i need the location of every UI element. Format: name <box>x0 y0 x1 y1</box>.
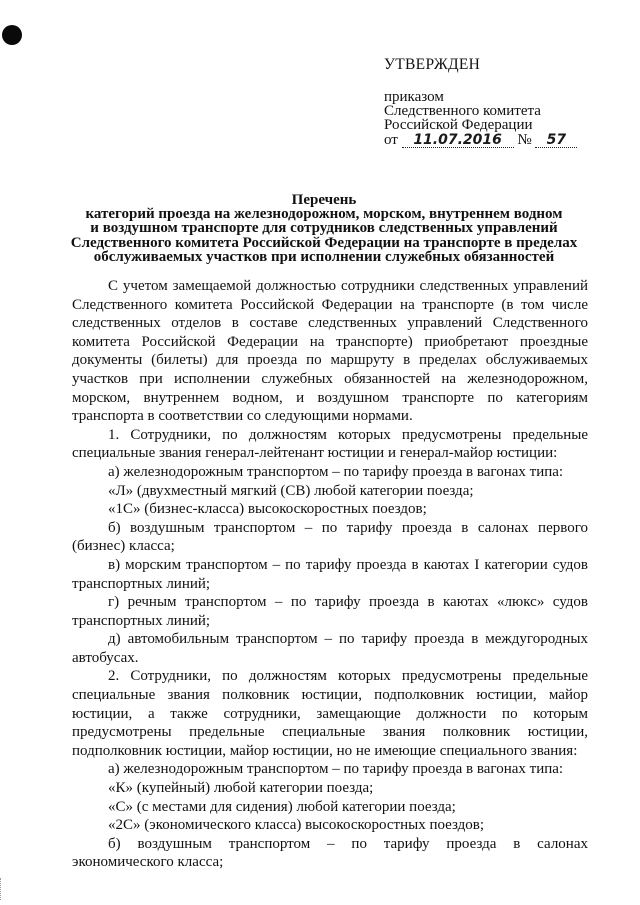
body-paragraph: 2. Сотрудники, по должностям которых предусмотрены предельные специальные звания полковник юстиции, подполковник юстиции, майор юстиции, а также сотрудники, замещающие должности по которым предусмотрены предельные специальные звания полковник юстиции, подполковник юстиции, майор юстиции, но не имеющие специального звания: <box>72 668 588 759</box>
body-paragraph: С учетом замещаемой должностью сотрудники следственных управлений Следственного комитета Российской Федерации на транспорте (в том числе следственных отделов в составе следственных управлений Следственного комитета Российской Федерации на транспорте) приобретают проездные документы (билеты) для проезда по маршруту в пределах обслуживаемых участков при исполнении служебных обязанностей на железнодорожном, морском, внутреннем водном, и воздушном транспорте по категориям транспорта в соответствии со следующими нормами. <box>72 278 588 425</box>
punch-hole-mark <box>2 25 22 45</box>
title-heading: Перечень <box>291 192 357 208</box>
body-paragraph: б) воздушным транспортом – по тарифу проезда в салонах экономического класса; <box>72 835 588 871</box>
approval-title: УТВЕРЖДЕН <box>384 56 481 73</box>
body-paragraph: б) воздушным транспортом – по тарифу проезда в салонах первого (бизнес) класса; <box>72 519 588 555</box>
body-paragraph: «1С» (бизнес-класса) высокоскоростных поездов; <box>108 501 427 518</box>
title-line: и воздушном транспорте для сотрудников следственных управлений <box>90 220 558 237</box>
body-paragraph: 1. Сотрудники, по должностям которых предусмотрены предельные специальные звания генерал-лейтенант юстиции и генерал-майор юстиции: <box>72 426 588 462</box>
body-paragraph: г) речным транспортом – по тарифу проезда в каютах «люкс» судов транспортных линий; <box>72 594 588 629</box>
document-title <box>60 193 588 264</box>
approval-stamp-block <box>384 58 624 148</box>
body-paragraph: «К» (купейный) любой категории поезда; <box>108 780 374 797</box>
approval-line-2: Следственного комитета <box>384 103 541 119</box>
body-paragraph: а) железнодорожным транспортом – по тарифу проезда в вагонах типа: <box>108 761 564 778</box>
body-paragraph: а) железнодорожным транспортом – по тарифу проезда в вагонах типа: <box>108 463 564 480</box>
handwritten-number: 57 <box>535 133 577 148</box>
handwritten-date: 11.07.2016 <box>402 133 514 148</box>
title-line: Следственного комитета Российской Федерации на транспорте в пределах <box>70 234 578 251</box>
number-prefix: № <box>517 132 532 148</box>
body-paragraph: в) морским транспортом – по тарифу проезда в каютах I категории судов транспортных линий; <box>72 556 588 592</box>
body-paragraph: «С» (с местами для сидения) любой категории поезда; <box>108 798 456 815</box>
title-line: обслуживаемых участков при исполнении служебных обязанностей <box>93 248 555 265</box>
title-line: категорий проезда на железнодорожном, морском, внутреннем водном <box>85 206 563 223</box>
document-body <box>72 277 588 872</box>
body-paragraph: «2С» (экономического класса) высокоскоростных поездов; <box>108 817 485 834</box>
body-paragraph: д) автомобильным транспортом – по тарифу проезда в междугородных автобусах. <box>72 631 588 666</box>
approval-line-1: приказом <box>384 89 444 105</box>
body-paragraph: «Л» (двухместный мягкий (СВ) любой категории поезда; <box>108 482 474 499</box>
order-date-number-line <box>384 133 624 148</box>
approval-line-3: Российской Федерации <box>384 117 533 133</box>
date-prefix: от <box>384 132 398 148</box>
scan-edge-mark <box>0 878 2 900</box>
